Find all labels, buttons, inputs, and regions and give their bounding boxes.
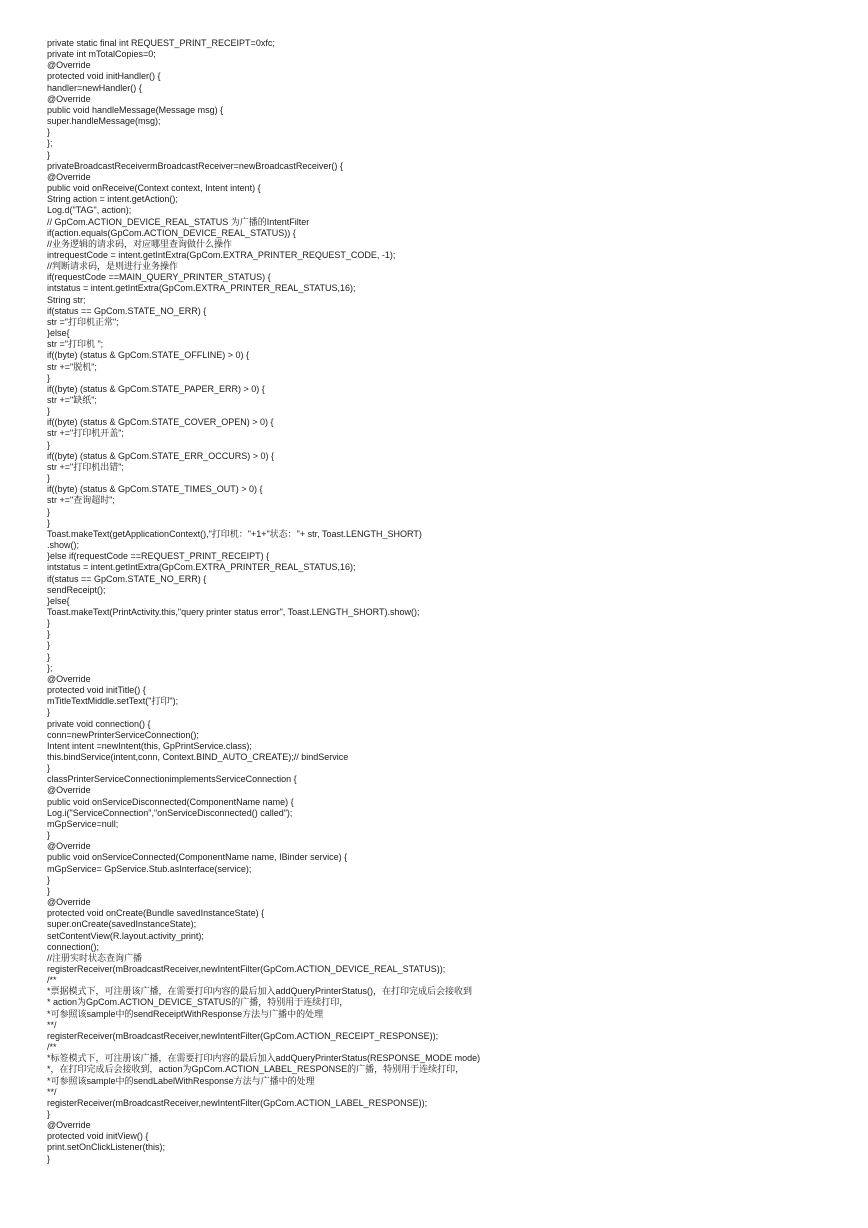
code-line: }: [47, 1153, 51, 1164]
code-line: str +="查询超时";: [47, 495, 115, 506]
code-line: protected void initView() {: [47, 1131, 149, 1142]
code-line: *可参照该sample中的sendReceiptWithResponse方法与广播中的处理: [47, 1008, 324, 1019]
code-line: }: [47, 830, 51, 841]
code-line: this.bindService(intent,conn, Context.BIND_AUTO_CREATE);// bindService: [47, 752, 349, 762]
code-line: }: [47, 406, 51, 417]
code-line: setContentView(R.layout.activity_print);: [47, 930, 204, 941]
code-line: /**: [47, 975, 57, 986]
code-line: public void onReceive(Context context, Intent intent) {: [47, 183, 261, 194]
code-line: //业务逻辑的请求码，对应哪里查询做什么操作: [47, 238, 233, 249]
code-line: sendReceipt();: [47, 584, 106, 595]
code-line: super.handleMessage(msg);: [47, 116, 161, 127]
code-line: str ="打印机正常";: [47, 316, 119, 327]
code-line: }: [47, 439, 51, 450]
code-line: protected void initHandler() {: [47, 71, 161, 82]
code-line: Toast.makeText(PrintActivity.this,"query printer status error", Toast.LENGTH_SHORT).show();: [47, 606, 420, 617]
code-line: if((byte) (status & GpCom.STATE_COVER_OPEN) > 0) {: [47, 417, 274, 428]
code-line: registerReceiver(mBroadcastReceiver,newIntentFilter(GpCom.ACTION_LABEL_RESPONSE));: [47, 1097, 428, 1108]
code-line: Intent intent =newIntent(this, GpPrintService.class);: [47, 740, 252, 751]
code-line: //判断请求码，是则进行业务操作: [47, 261, 179, 272]
code-line: Toast.makeText(getApplicationContext(),"打印机："+1+"状态："+ str, Toast.LENGTH_SHORT): [47, 528, 422, 539]
code-line: @Override: [47, 673, 91, 684]
code-line: registerReceiver(mBroadcastReceiver,newIntentFilter(GpCom.ACTION_DEVICE_REAL_STATUS));: [47, 963, 446, 974]
code-line: }: [47, 372, 51, 383]
code-line: public void onServiceDisconnected(ComponentName name) {: [47, 796, 294, 807]
code-line: @Override: [47, 171, 91, 182]
code-line: @Override: [47, 841, 91, 852]
code-line: public void handleMessage(Message msg) {: [47, 104, 224, 115]
code-line: public void onServiceConnected(ComponentName name, IBinder service) {: [47, 852, 348, 863]
code-line: *，在打印完成后会接收到，action为GpCom.ACTION_LABEL_RESPONSE的广播，特别用于连续打印，: [47, 1064, 465, 1075]
code-line: }: [47, 517, 51, 528]
code-line: mGpService= GpService.Stub.asInterface(service);: [47, 863, 252, 874]
code-line: protected void onCreate(Bundle savedInstanceState) {: [47, 908, 265, 919]
code-line: str +="脱机";: [47, 361, 97, 372]
code-line: mGpService=null;: [47, 818, 119, 829]
code-line: privateBroadcastReceivermBroadcastReceiver=newBroadcastReceiver() {: [47, 160, 343, 171]
code-line: intstatus = intent.getIntExtra(GpCom.EXTRA_PRINTER_REAL_STATUS,16);: [47, 562, 356, 573]
code-line: str +="打印机出错";: [47, 461, 124, 472]
code-line: };: [47, 138, 53, 149]
code-line: *票据模式下，可注册该广播，在需要打印内容的最后加入addQueryPrinterStatus()，在打印完成后会接收到: [47, 986, 473, 997]
code-line: connection();: [47, 941, 100, 952]
code-line: Log.d("TAG", action);: [47, 205, 132, 216]
code-line: private void connection() {: [47, 718, 151, 729]
code-line: };: [47, 662, 53, 673]
code-line: private static final int REQUEST_PRINT_RECEIPT=0xfc;: [47, 38, 275, 48]
code-line: @Override: [47, 93, 91, 104]
code-line: if((byte) (status & GpCom.STATE_PAPER_ERR) > 0) {: [47, 383, 265, 394]
code-line: Log.i("ServiceConnection","onServiceDisconnected() called");: [47, 807, 293, 818]
code-line: }else{: [47, 595, 70, 606]
code-line: *可参照该sample中的sendLabelWithResponse方法与广播中的处理: [47, 1075, 315, 1086]
code-line: str +="缺纸";: [47, 395, 97, 405]
code-line: @Override: [47, 785, 91, 796]
code-line: print.setOnClickListener(this);: [47, 1142, 166, 1153]
code-line: @Override: [47, 897, 91, 908]
code-line: String str;: [47, 294, 86, 305]
code-line: @Override: [47, 60, 91, 71]
code-line: if((byte) (status & GpCom.STATE_ERR_OCCURS) > 0) {: [47, 450, 274, 461]
code-line: if(action.equals(GpCom.ACTION_DEVICE_REAL_STATUS)) {: [47, 227, 296, 238]
code-line: if(requestCode ==MAIN_QUERY_PRINTER_STATUS) {: [47, 272, 271, 283]
code-line: }: [47, 707, 51, 718]
code-line: /**: [47, 1042, 57, 1053]
code-line: }: [47, 651, 51, 662]
code-line: }: [47, 127, 51, 138]
code-line: //注册实时状态查询广播: [47, 952, 143, 963]
code-line: .show();: [47, 540, 80, 551]
code-line: String action = intent.getAction();: [47, 194, 178, 205]
code-line: }: [47, 763, 51, 774]
code-line: }: [47, 149, 51, 160]
code-line: if((byte) (status & GpCom.STATE_TIMES_OUT) > 0) {: [47, 484, 263, 495]
code-line: }: [47, 618, 51, 629]
code-line: classPrinterServiceConnectionimplementsServiceConnection {: [47, 774, 297, 785]
code-listing: [47, 38, 847, 1165]
code-line: if(status == GpCom.STATE_NO_ERR) {: [47, 573, 207, 584]
code-line: }: [47, 1109, 51, 1119]
code-line: private int mTotalCopies=0;: [47, 49, 156, 60]
code-line: }: [47, 640, 51, 651]
code-line: str +="打印机开盖";: [47, 428, 124, 439]
code-line: intstatus = intent.getIntExtra(GpCom.EXTRA_PRINTER_REAL_STATUS,16);: [47, 283, 356, 294]
code-line: **/: [47, 1019, 57, 1030]
code-line: intrequestCode = intent.getIntExtra(GpCom.EXTRA_PRINTER_REQUEST_CODE, -1);: [47, 249, 396, 260]
code-line: }: [47, 473, 51, 484]
code-line: @Override: [47, 1120, 91, 1131]
code-line: }: [47, 874, 51, 885]
code-line: }else{: [47, 328, 70, 339]
code-line: }: [47, 885, 51, 896]
code-line: super.onCreate(savedInstanceState);: [47, 919, 197, 930]
code-line: * action为GpCom.ACTION_DEVICE_STATUS的广播，特别用于连续打印，: [47, 997, 349, 1008]
code-line: }else if(requestCode ==REQUEST_PRINT_RECEIPT) {: [47, 551, 270, 562]
code-line: conn=newPrinterServiceConnection();: [47, 729, 199, 740]
code-line: *标签模式下，可注册该广播，在需要打印内容的最后加入addQueryPrinterStatus(RESPONSE_MODE mode): [47, 1053, 481, 1064]
code-line: **/: [47, 1086, 57, 1097]
code-line: }: [47, 506, 51, 517]
code-line: handler=newHandler() {: [47, 82, 142, 93]
code-line: }: [47, 629, 51, 640]
code-line: registerReceiver(mBroadcastReceiver,newIntentFilter(GpCom.ACTION_RECEIPT_RESPONSE));: [47, 1030, 439, 1041]
code-line: str ="打印机 ";: [47, 339, 104, 350]
code-line: protected void initTitle() {: [47, 685, 146, 696]
code-line: if(status == GpCom.STATE_NO_ERR) {: [47, 305, 207, 316]
code-line: // GpCom.ACTION_DEVICE_REAL_STATUS 为广播的IntentFilter: [47, 216, 310, 227]
code-line: if((byte) (status & GpCom.STATE_OFFLINE) > 0) {: [47, 350, 249, 361]
code-line: mTitleTextMiddle.setText("打印");: [47, 696, 179, 707]
